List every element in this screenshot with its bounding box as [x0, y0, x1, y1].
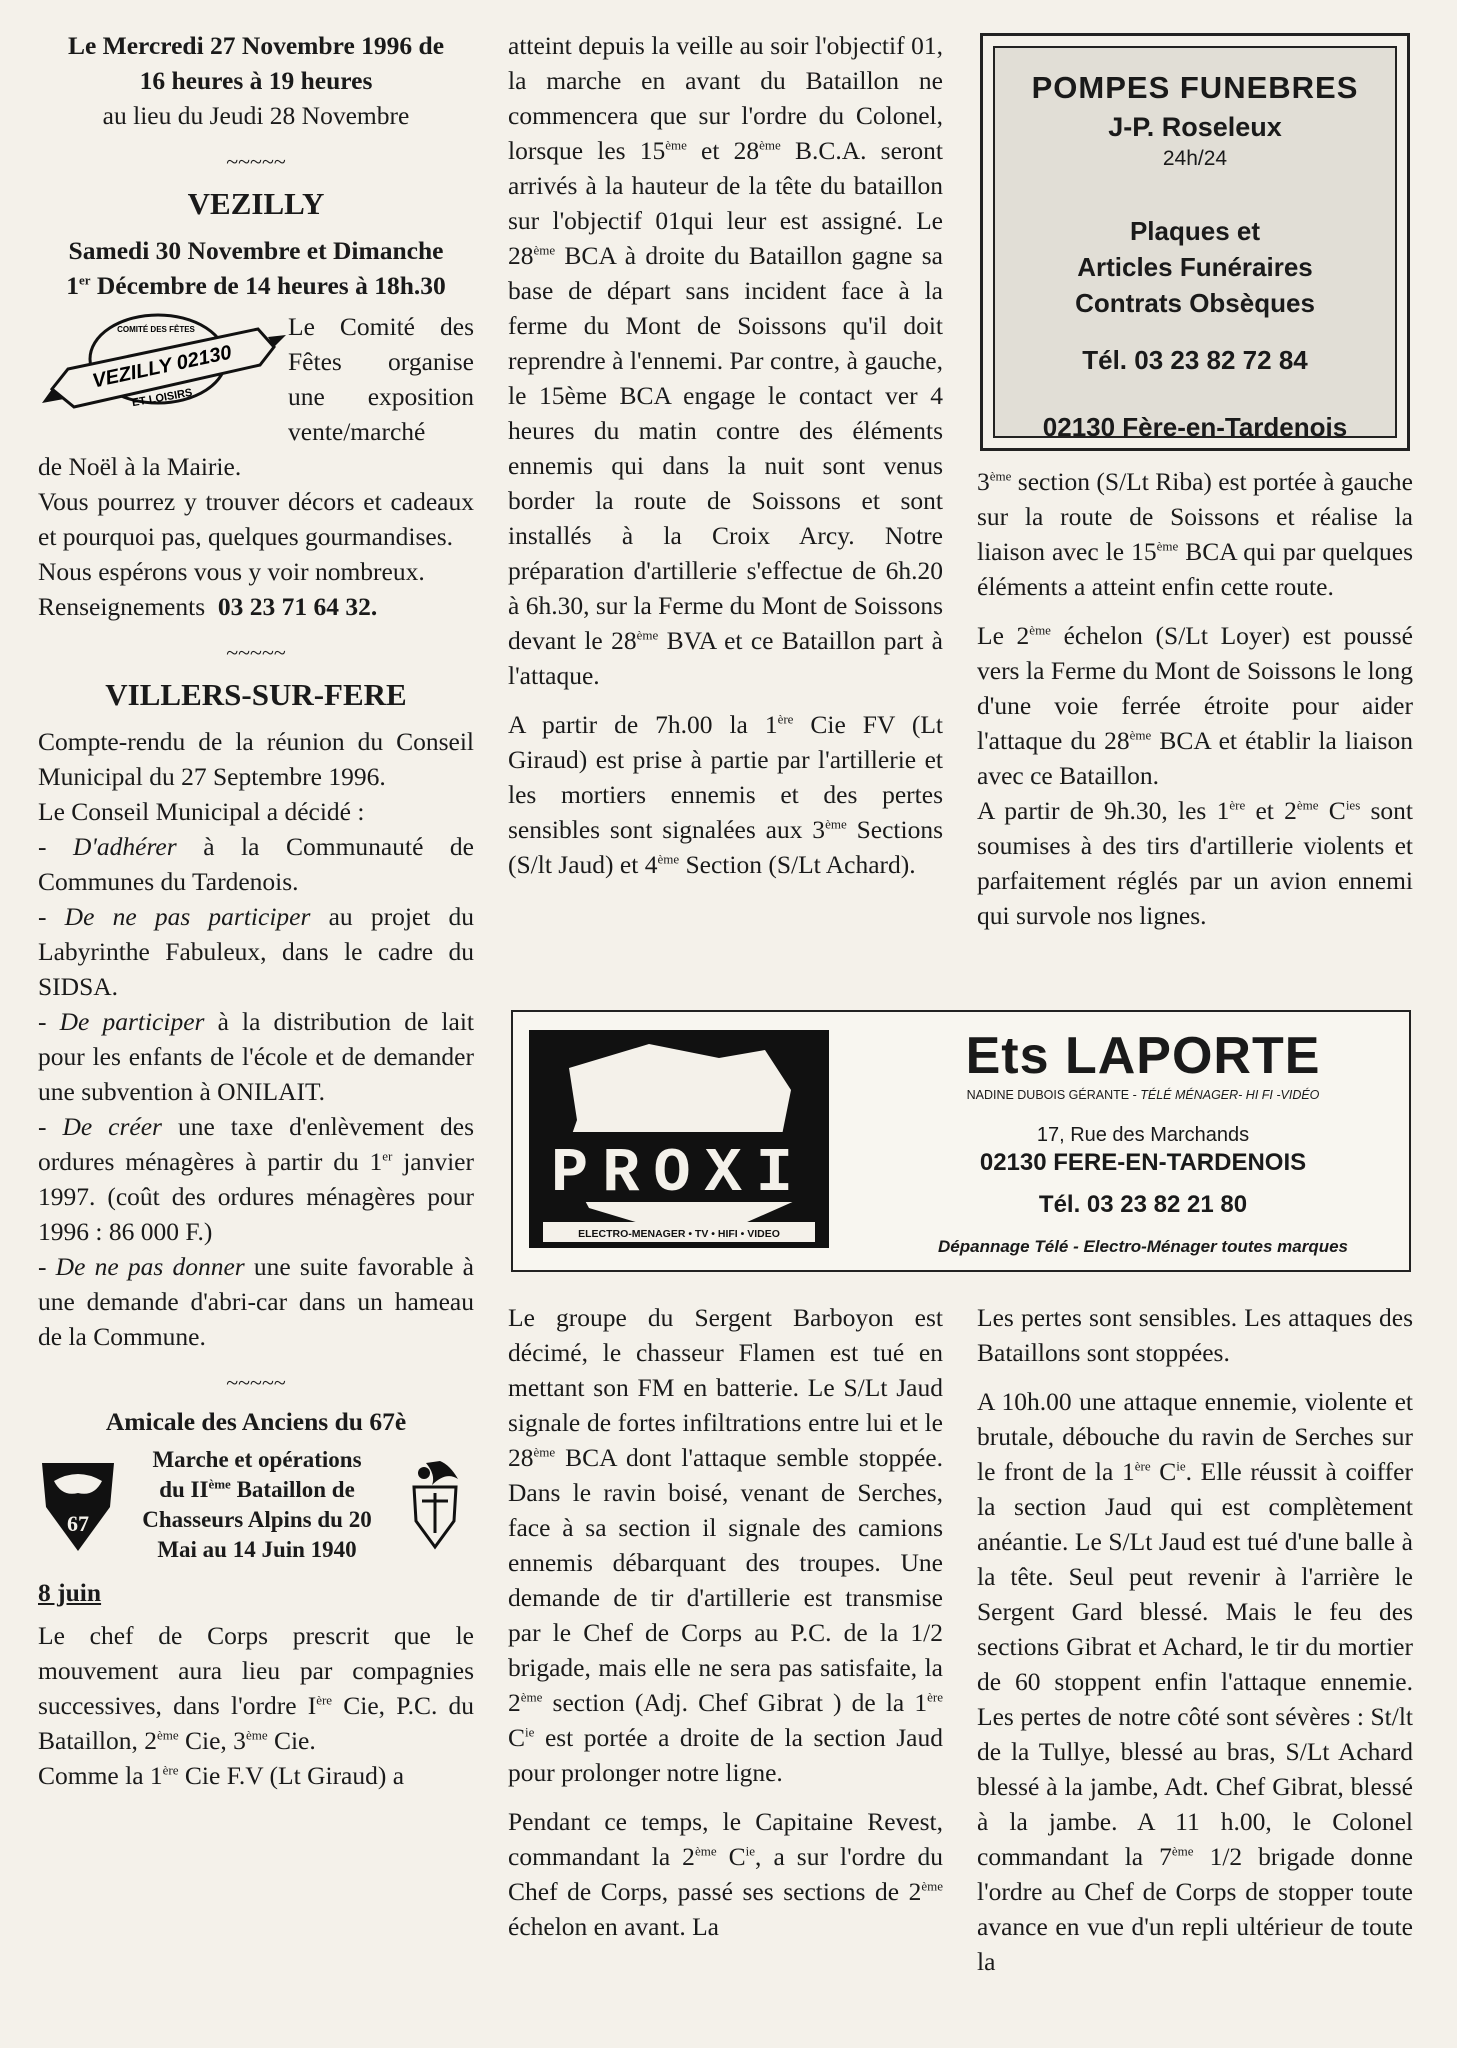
vezilly-date-line1: Samedi 30 Novembre et Dimanche — [68, 236, 444, 265]
event-date-line1: Le Mercredi 27 Novembre 1996 de — [67, 31, 445, 60]
mid-b-p1: Le groupe du Sergent Barboyon est décimé, le chasseur Flamen est tué en mettant son FM en batterie. Le S/Lt Jaud signale de fortes infiltrations entre lui et le 28ème BCA dont l'attaque semble stoppée. Dans le ravin boisé, venant de Serches, face à sa section il signale des camions ennemis débarquant des troupes. Une demande de tir d'artillerie est transmise par le Chef de Corps au P.C. de la 1/2 brigade, mais elle ne sera pas satisfaite, la 2ème section (Adj. Chef Gibrat ) de la 1ère $C^{ie}$ est portée a droite de la section Jaud pour prolonger notre ligne. — [508, 1303, 943, 1787]
decision-2: - De ne pas participer au projet du Labyrinthe Fabuleux, dans le cadre du SIDSA. — [38, 902, 474, 1001]
proxi-confort: CONFORT — [616, 1207, 742, 1219]
nous-text: Nous espérons vous y voir nombreux. — [38, 557, 425, 586]
logo-text-main: VEZILLY 02130 — [90, 341, 234, 393]
regiment-insignia-right — [396, 1457, 474, 1553]
svg-text:67: 67 — [67, 1511, 89, 1536]
comite-des-fetes-logo — [38, 307, 288, 415]
amicale-row — [38, 1445, 474, 1565]
juin-p2: Comme la 1ère Cie F.V (Lt Giraud) a — [38, 1761, 405, 1790]
separator: ~~~~~ — [226, 640, 286, 665]
decision-3: - De participer à la distribution de lait pour les enfants de l'école et de demander une subvention à ONILAIT. — [38, 1007, 474, 1106]
renseignements: Renseignements 03 23 71 64 32. — [38, 592, 378, 621]
ad-pompes-services: Plaques et Articles Funéraires Contrats Obsèques — [1075, 216, 1315, 318]
ad-pompes-hours: 24h/24 — [1162, 147, 1228, 170]
amicale-title: Amicale des Anciens du 67è — [105, 1407, 407, 1436]
right-b-p2: A 10h.00 une attaque ennemie, violente et brutale, débouche du ravin de Serches sur le front de la 1ère $C^{ie}$. Elle réussit à coiffer la section Jaud qui est complètement anéantie. Le S/Lt Jaud est tué d'une balle à la tête. Seul peut revenir à l'arrière le Sergent Gard blessé. Mais le feu des sections Gibrat et Achard, le tir du mortier de 60 stoppent enfin l'attaque ennemie. Les pertes de notre côté sont sévères : St/lt de la Tullye, blessé au bras, S/Lt Achard blessé à la jambe, Adt. Chef Gibrat, blessé à la jambe. A 11 h.00, le Colonel commandant la 7ème 1/2 brigade donne l'ordre au Chef de Corps de stopper toute avance en vue d'un repli ultérieur de toute la — [977, 1387, 1413, 1976]
separator: ~~~~~ — [226, 149, 286, 174]
proxi-tagline: ELECTRO-MENAGER • TV • HIFI • VIDEO — [578, 1228, 780, 1240]
decision-4: - De créer une taxe d'enlèvement des ordures ménagères à partir du 1er janvier 1997. (coût des ordures ménagères pour 1996 : 86 000 F.) — [38, 1112, 474, 1246]
laporte-depannage: Dépannage Télé - Electro-Ménager toutes marques — [938, 1237, 1348, 1256]
event-date-line2: 16 heures à 19 heures — [139, 66, 373, 95]
ad-pompes-name: J-P. Roseleux — [1108, 112, 1282, 142]
right-b-p1: Les pertes sont sensibles. Les attaques des Bataillons sont stoppées. — [977, 1303, 1413, 1367]
ad-pompes-inner — [993, 46, 1397, 442]
right-p3: A partir de 9h.30, les 1ère et 2ème $C^{ies}$ sont soumises à des tirs d'artillerie violents et parfaitement réglés par un avion ennemi qui survole nos lignes. — [977, 796, 1414, 930]
laporte-title: Ets LAPORTE — [965, 1027, 1321, 1085]
ad-pompes-funebres — [980, 33, 1410, 451]
column-middle-bottom — [508, 1300, 943, 1944]
right-p2: Le 2ème échelon (S/Lt Loyer) est poussé vers la Ferme du Mont de Soissons le long d'une voie ferrée étroite pour aider l'attaque du 28ème BCA et établir la liaison avec ce Bataillon. — [977, 621, 1413, 790]
mid-p1: atteint depuis la veille au soir l'objectif 01, la marche en avant du Bataillon ne commencera que sur l'ordre du Colonel, lorsque les 15ème et 28ème B.C.A. seront arrivés à la hauteur de la tête du bataillon sur l'objectif 01qui leur est assigné. Le 28ème BCA à droite du Bataillon gagne sa base de départ sans incident face à la ferme du Mont de Soissons qu'il doit reprendre à l'ennemi. Par contre, à gauche, le 15ème BCA engage le contact ver 4 heures du matin contre des éléments ennemis qui dans la nuit sont venus border la route de Soissons et sont installés à la Croix Arcy. Notre préparation d'artillerie s'effectue de 6h.20 à 6h.30, sur la Ferme du Mont de Soissons devant le 28ème BVA et ce Bataillon part à l'attaque. — [508, 31, 944, 690]
vous-text: Vous pourrez y trouver décors et cadeaux et pourquoi pas, quelques gourmandises. — [38, 487, 474, 551]
column-right-bottom — [977, 1300, 1413, 1979]
proxi-word: PROXI — [550, 1138, 808, 1209]
separator: ~~~~~ — [226, 1370, 286, 1395]
villers-p2: Le Conseil Municipal a décidé : — [38, 797, 365, 826]
proxi-logo-graphic — [529, 1030, 829, 1248]
vezilly-date-line2: 1er Décembre de 14 heures à 18h.30 — [66, 271, 446, 300]
column-middle-top — [508, 28, 943, 882]
right-p1: 3ème section (S/Lt Riba) est portée à gauche sur la route de Soissons et réalise la liaison avec le 15ème BCA qui par quelques éléments a atteint enfin cette route. — [977, 467, 1413, 601]
mid-p2: A partir de 7h.00 la 1ère Cie FV (Lt Giraud) est prise à partie par l'artillerie et les mortiers ennemis et des pertes sensibles sont signalées aux 3ème Sections (S/lt Jaud) et 4ème Section (S/Lt Achard). — [508, 710, 944, 879]
comite-text-cont: de Noël à la Mairie. — [38, 452, 242, 481]
regiment-insignia-left — [38, 1457, 118, 1553]
ad-pompes-phone: Tél. 03 23 82 72 84 — [1082, 345, 1308, 375]
event-date-line3: au lieu du Jeudi 28 Novembre — [102, 101, 410, 130]
villers-heading: VILLERS-SUR-FERE — [105, 677, 407, 712]
column-right-top — [977, 464, 1413, 933]
column-left — [38, 28, 474, 1793]
juin-heading: 8 juin — [38, 1578, 102, 1607]
decision-1: - D'adhérer à la Communauté de Communes du Tardenois. — [38, 832, 474, 896]
juin-p1: Le chef de Corps prescrit que le mouvement aura lieu par compagnies successives, dans l'ordre Ière Cie, P.C. du Bataillon, 2ème Cie, 3ème Cie. — [38, 1621, 475, 1755]
mid-b-p2: Pendant ce temps, le Capitaine Revest, commandant la 2ème $C^{ie}$, a sur l'ordre du Chef de Corps, passé ses sections de 2ème échelon en avant. La — [508, 1807, 943, 1941]
laporte-details — [893, 1026, 1393, 1257]
villers-p1: Compte-rendu de la réunion du Conseil Municipal du 27 Septembre 1996. — [38, 727, 474, 791]
vezilly-heading: VEZILLY — [187, 186, 325, 221]
comite-text: Le Comité des Fêtes organise une exposition vente/marché — [288, 312, 474, 446]
amicale-subtitle: Marche et opérations du IIème Bataillon de Chasseurs Alpins du 20 Mai au 14 Juin 1940 — [142, 1447, 372, 1562]
laporte-city: 02130 FERE-EN-TARDENOIS — [979, 1149, 1307, 1176]
laporte-phone: Tél. 03 23 82 21 80 — [1038, 1191, 1248, 1218]
decision-5: - De ne pas donner une suite favorable à une demande d'abri-car dans un hameau de la Commune. — [38, 1252, 474, 1351]
logo-text-bottom: ET LOISIRS — [131, 386, 194, 410]
ad-pompes-title: POMPES FUNEBRES — [1031, 70, 1359, 105]
vezilly-logo-row — [38, 307, 474, 449]
laporte-subtitle: NADINE DUBOIS GÉRANTE - TÉLÉ MÉNAGER- HI FI -VIDÉO — [966, 1088, 1320, 1102]
ad-laporte — [511, 1010, 1411, 1272]
laporte-address: 17, Rue des Marchands — [1036, 1124, 1250, 1146]
logo-text-top: COMITÉ DES FÊTES — [117, 325, 195, 334]
proxi-logo — [529, 1030, 829, 1248]
ad-pompes-city: 02130 Fère-en-Tardenois — [1042, 412, 1348, 442]
